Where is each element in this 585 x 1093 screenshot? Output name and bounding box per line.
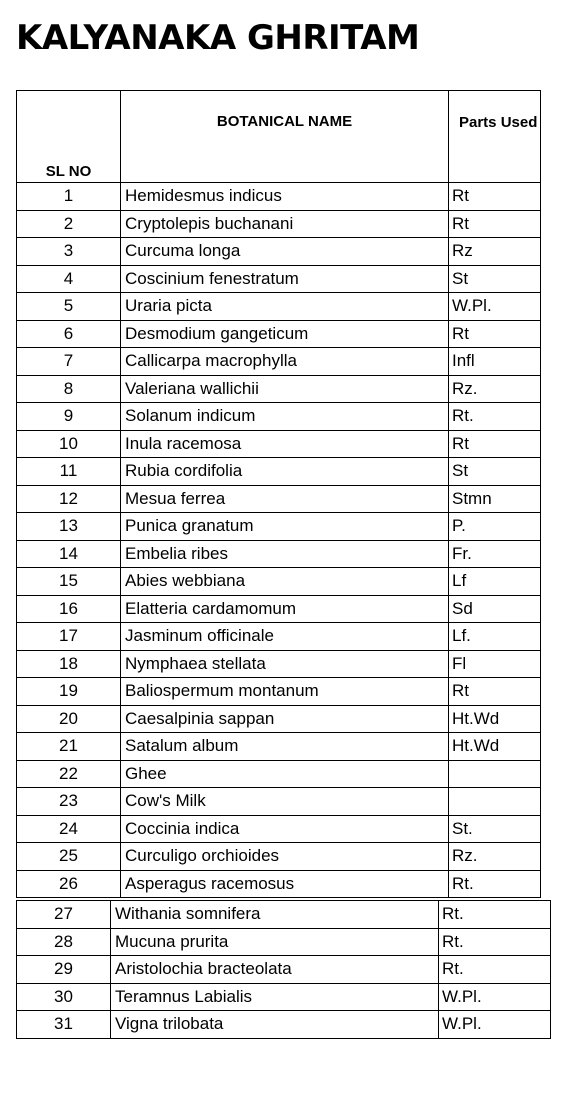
- botanical-name-cell: Jasminum officinale: [121, 623, 449, 651]
- botanical-name-cell: Callicarpa macrophylla: [121, 348, 449, 376]
- table-row: [17, 1011, 551, 1039]
- botanical-name-cell: Valeriana wallichii: [121, 375, 449, 403]
- sl-number-cell: 17: [17, 623, 121, 651]
- parts-used-cell: Rt: [449, 210, 541, 238]
- botanical-name-cell: Withania somnifera: [111, 901, 439, 929]
- sl-number-cell: 5: [17, 293, 121, 321]
- sl-number-cell: 19: [17, 678, 121, 706]
- sl-number-cell: 4: [17, 265, 121, 293]
- parts-used-cell: Rt.: [439, 901, 551, 929]
- botanical-name-cell: Cryptolepis buchanani: [121, 210, 449, 238]
- parts-used-cell: W.Pl.: [439, 1011, 551, 1039]
- parts-used-cell: Rt: [449, 183, 541, 211]
- botanical-name-cell: Mesua ferrea: [121, 485, 449, 513]
- header-botanical-name: BOTANICAL NAME: [121, 91, 449, 183]
- botanical-name-cell: Baliospermum montanum: [121, 678, 449, 706]
- header-parts-used: Parts Used: [449, 91, 541, 183]
- sl-number-cell: 1: [17, 183, 121, 211]
- sl-number-cell: 13: [17, 513, 121, 541]
- sl-number-cell: 8: [17, 375, 121, 403]
- sl-number-cell: 14: [17, 540, 121, 568]
- table-row: [17, 430, 541, 458]
- parts-used-cell: Stmn: [449, 485, 541, 513]
- sl-number-cell: 25: [17, 843, 121, 871]
- table-row: [17, 983, 551, 1011]
- botanical-name-cell: Uraria picta: [121, 293, 449, 321]
- parts-used-cell: Rz.: [449, 375, 541, 403]
- sl-number-cell: 10: [17, 430, 121, 458]
- sl-number-cell: 30: [17, 983, 111, 1011]
- parts-used-cell: W.Pl.: [449, 293, 541, 321]
- header-sl-no: SL NO: [17, 91, 121, 183]
- table-row: [17, 650, 541, 678]
- table-row: [17, 568, 541, 596]
- parts-used-cell: Rt: [449, 320, 541, 348]
- parts-used-cell: Ht.Wd: [449, 705, 541, 733]
- botanical-name-cell: Caesalpinia sappan: [121, 705, 449, 733]
- table-header-row: [17, 91, 541, 183]
- sl-number-cell: 21: [17, 733, 121, 761]
- parts-used-cell: Rt.: [449, 870, 541, 898]
- parts-used-cell: Lf: [449, 568, 541, 596]
- sl-number-cell: 15: [17, 568, 121, 596]
- table-body: [17, 183, 541, 898]
- table-row: [17, 705, 541, 733]
- sl-number-cell: 9: [17, 403, 121, 431]
- botanical-name-cell: Curcuma longa: [121, 238, 449, 266]
- botanical-name-cell: Coccinia indica: [121, 815, 449, 843]
- sl-number-cell: 18: [17, 650, 121, 678]
- parts-used-cell: Rt.: [439, 956, 551, 984]
- parts-used-cell: Ht.Wd: [449, 733, 541, 761]
- botanical-name-cell: Aristolochia bracteolata: [111, 956, 439, 984]
- table-row: [17, 458, 541, 486]
- parts-used-cell: P.: [449, 513, 541, 541]
- sl-number-cell: 23: [17, 788, 121, 816]
- table-row: [17, 956, 551, 984]
- table-body-continued: [17, 901, 551, 1039]
- sl-number-cell: 12: [17, 485, 121, 513]
- parts-used-cell: Rz: [449, 238, 541, 266]
- table-row: [17, 733, 541, 761]
- table-row: [17, 238, 541, 266]
- botanical-name-cell: Cow's Milk: [121, 788, 449, 816]
- parts-used-cell: Rt: [449, 430, 541, 458]
- parts-used-cell: Rt: [449, 678, 541, 706]
- sl-number-cell: 24: [17, 815, 121, 843]
- table-row: [17, 183, 541, 211]
- botanical-name-cell: Punica granatum: [121, 513, 449, 541]
- botanical-name-cell: Asperagus racemosus: [121, 870, 449, 898]
- sl-number-cell: 27: [17, 901, 111, 929]
- botanical-name-cell: Inula racemosa: [121, 430, 449, 458]
- sl-number-cell: 29: [17, 956, 111, 984]
- table-row: [17, 788, 541, 816]
- table-row: [17, 485, 541, 513]
- botanical-name-cell: Abies webbiana: [121, 568, 449, 596]
- parts-used-cell: St: [449, 265, 541, 293]
- ingredients-table: [16, 90, 541, 898]
- botanical-name-cell: Coscinium fenestratum: [121, 265, 449, 293]
- table-row: [17, 265, 541, 293]
- parts-used-cell: [449, 760, 541, 788]
- parts-used-cell: W.Pl.: [439, 983, 551, 1011]
- table-row: [17, 293, 541, 321]
- parts-used-cell: [449, 788, 541, 816]
- table-row: [17, 623, 541, 651]
- parts-used-cell: Rt.: [439, 928, 551, 956]
- sl-number-cell: 16: [17, 595, 121, 623]
- botanical-name-cell: Desmodium gangeticum: [121, 320, 449, 348]
- botanical-name-cell: Mucuna prurita: [111, 928, 439, 956]
- botanical-name-cell: Solanum indicum: [121, 403, 449, 431]
- parts-used-cell: Rt.: [449, 403, 541, 431]
- sl-number-cell: 3: [17, 238, 121, 266]
- botanical-name-cell: Teramnus Labialis: [111, 983, 439, 1011]
- sl-number-cell: 28: [17, 928, 111, 956]
- botanical-name-cell: Nymphaea stellata: [121, 650, 449, 678]
- table-row: [17, 320, 541, 348]
- botanical-name-cell: Ghee: [121, 760, 449, 788]
- sl-number-cell: 20: [17, 705, 121, 733]
- botanical-name-cell: Hemidesmus indicus: [121, 183, 449, 211]
- sl-number-cell: 2: [17, 210, 121, 238]
- parts-used-cell: Infl: [449, 348, 541, 376]
- sl-number-cell: 22: [17, 760, 121, 788]
- parts-used-cell: St.: [449, 815, 541, 843]
- ingredients-table-continued: [16, 900, 551, 1039]
- parts-used-cell: Lf.: [449, 623, 541, 651]
- table-row: [17, 403, 541, 431]
- parts-used-cell: Sd: [449, 595, 541, 623]
- botanical-name-cell: Curculigo orchioides: [121, 843, 449, 871]
- parts-used-cell: St: [449, 458, 541, 486]
- botanical-name-cell: Rubia cordifolia: [121, 458, 449, 486]
- table-row: [17, 540, 541, 568]
- table-row: [17, 375, 541, 403]
- table-row: [17, 595, 541, 623]
- parts-used-cell: Fl: [449, 650, 541, 678]
- botanical-name-cell: Elatteria cardamomum: [121, 595, 449, 623]
- table-row: [17, 348, 541, 376]
- botanical-name-cell: Vigna trilobata: [111, 1011, 439, 1039]
- parts-used-cell: Rz.: [449, 843, 541, 871]
- sl-number-cell: 11: [17, 458, 121, 486]
- sl-number-cell: 31: [17, 1011, 111, 1039]
- table-row: [17, 870, 541, 898]
- table-row: [17, 513, 541, 541]
- parts-used-cell: Fr.: [449, 540, 541, 568]
- table-row: [17, 901, 551, 929]
- table-row: [17, 928, 551, 956]
- sl-number-cell: 26: [17, 870, 121, 898]
- table-row: [17, 760, 541, 788]
- botanical-name-cell: Embelia ribes: [121, 540, 449, 568]
- table-row: [17, 210, 541, 238]
- page-title: KALYANAKA GHRITAM: [16, 18, 420, 58]
- sl-number-cell: 7: [17, 348, 121, 376]
- table-row: [17, 843, 541, 871]
- table-row: [17, 815, 541, 843]
- sl-number-cell: 6: [17, 320, 121, 348]
- table-row: [17, 678, 541, 706]
- botanical-name-cell: Satalum album: [121, 733, 449, 761]
